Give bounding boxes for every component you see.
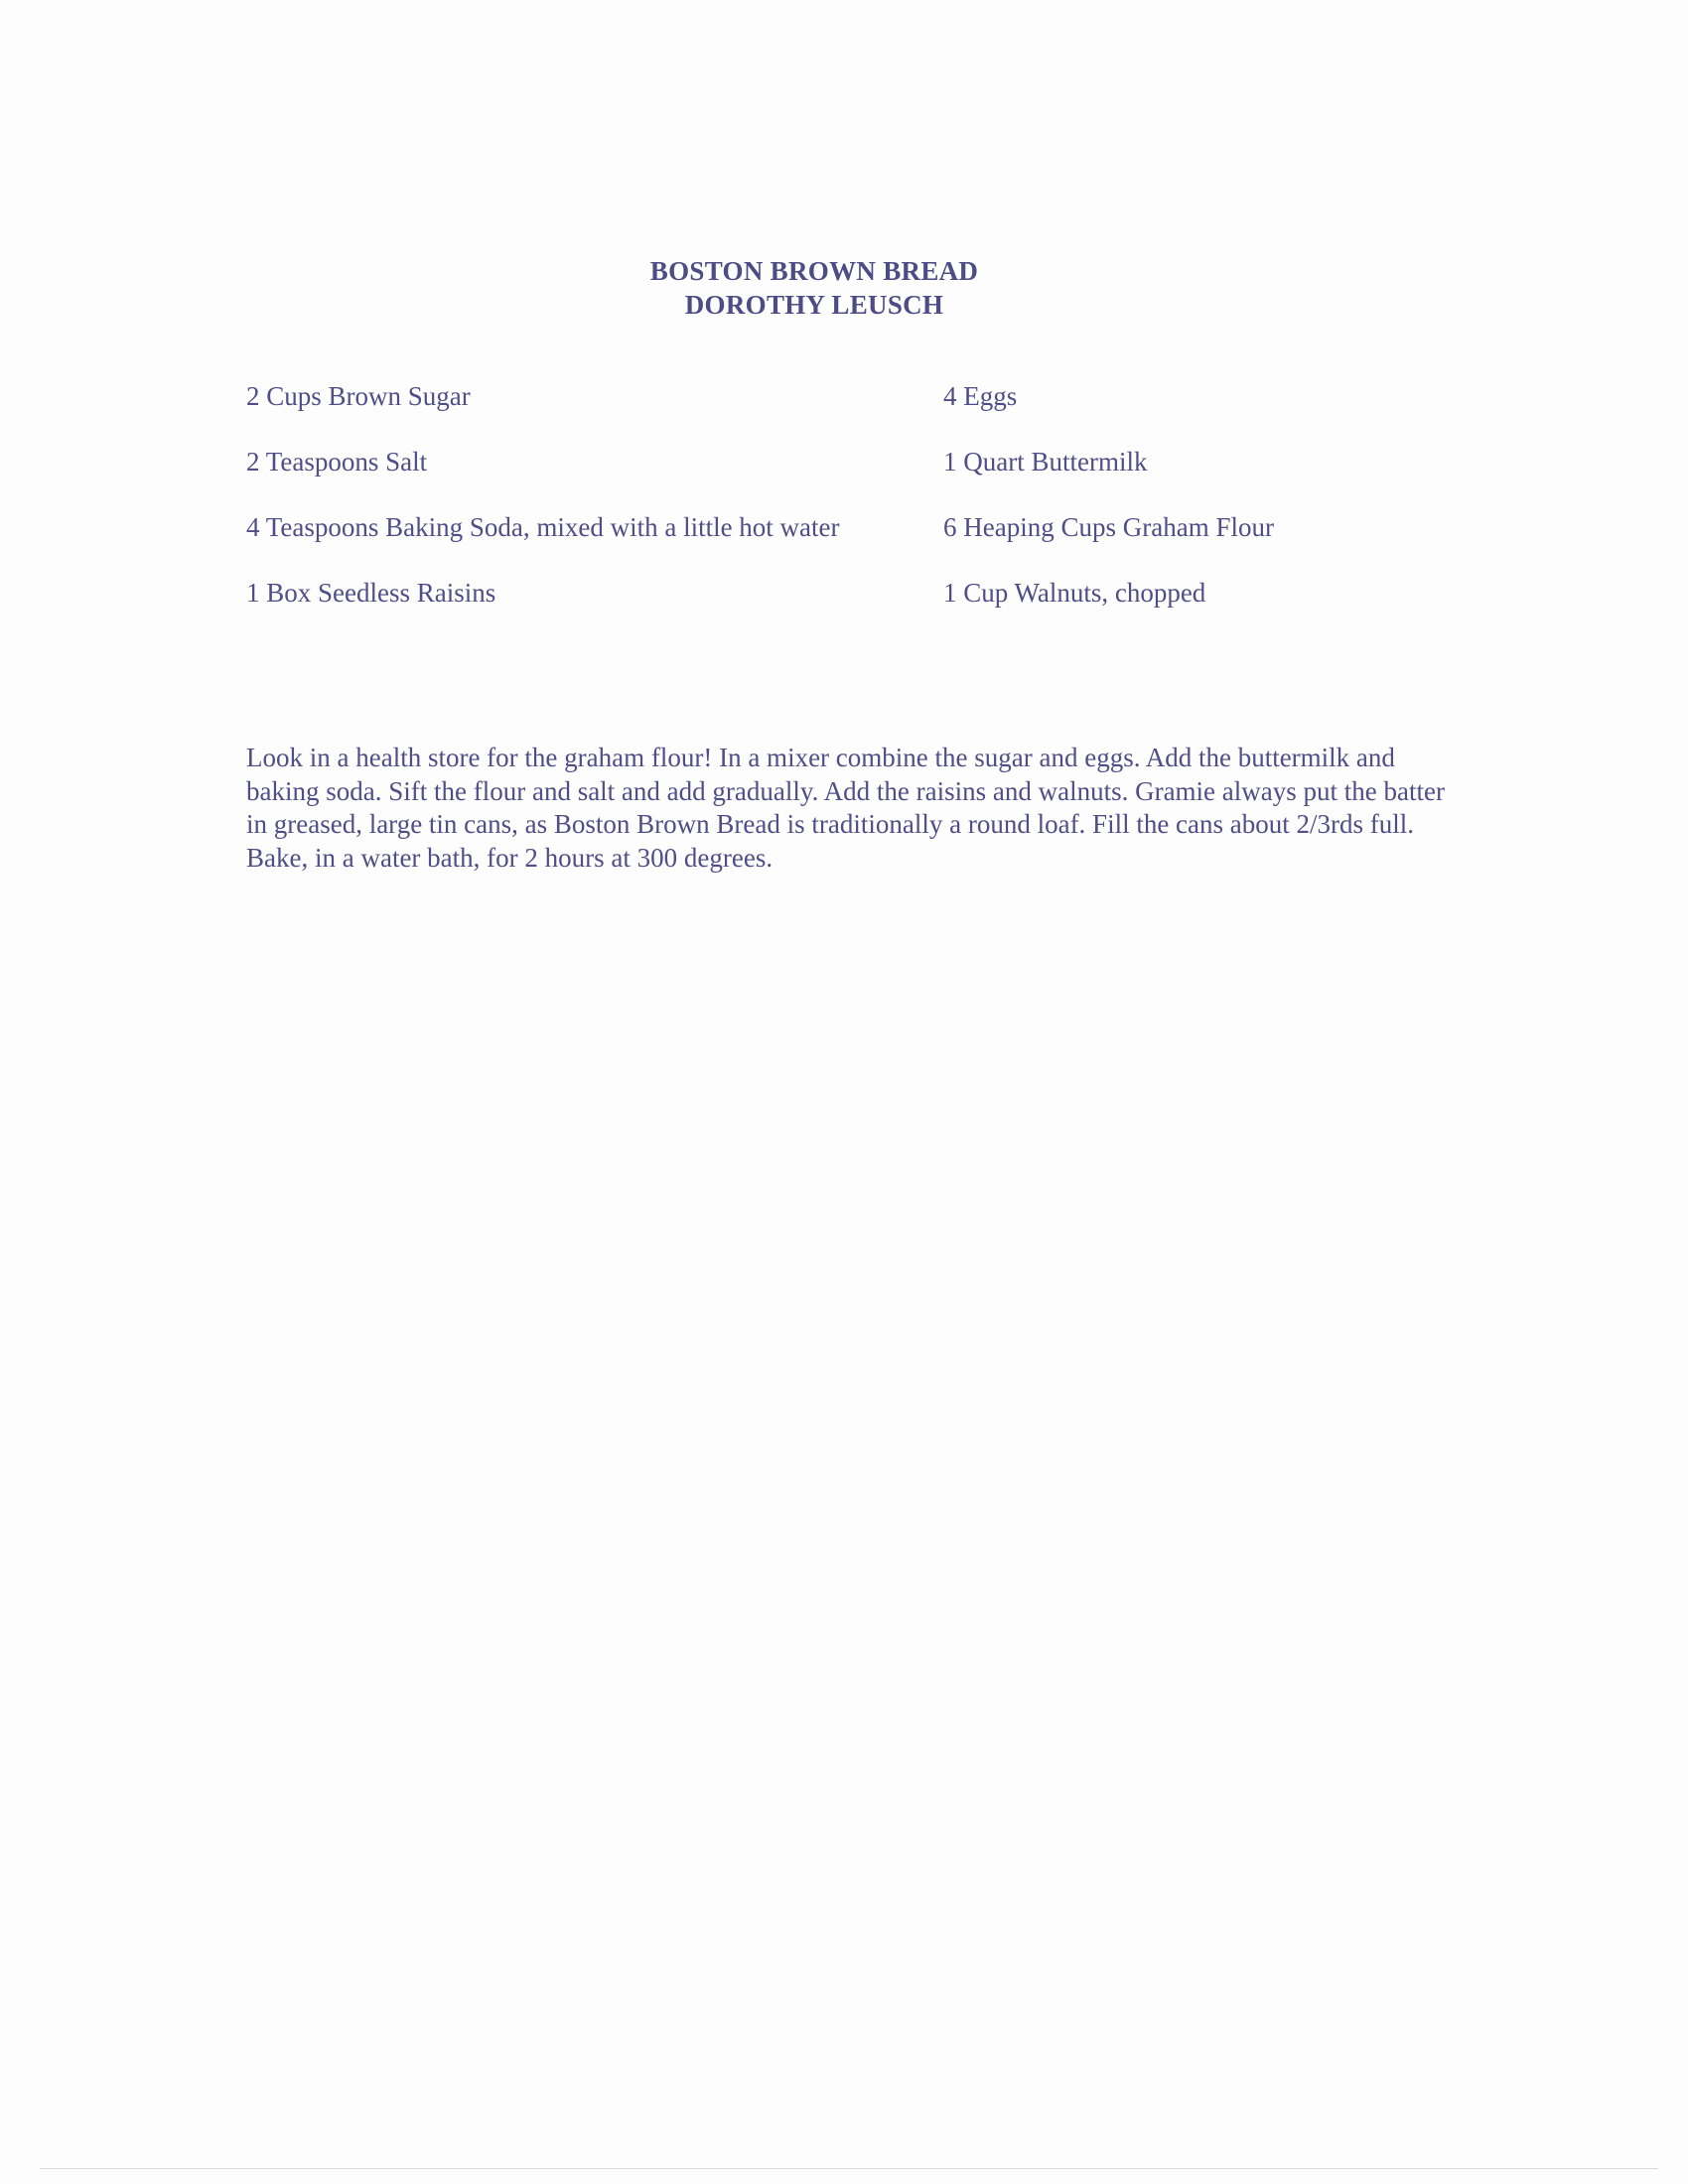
ingredient-item: 6 Heaping Cups Graham Flour — [943, 512, 1274, 542]
ingredient-item: 4 Teaspoons Baking Soda, mixed with a little hot water — [246, 512, 840, 542]
recipe-title: BOSTON BROWN BREAD — [649, 256, 979, 286]
ingredient-item: 1 Quart Buttermilk — [943, 447, 1148, 477]
ingredient-item: 4 Eggs — [943, 381, 1018, 411]
ingredient-item: 1 Box Seedless Raisins — [246, 578, 496, 608]
ingredient-row — [246, 578, 1438, 643]
ingredient-item: 2 Cups Brown Sugar — [246, 381, 471, 411]
scan-edge-line — [40, 2168, 1658, 2169]
title-block — [0, 254, 1628, 322]
ingredient-list — [246, 381, 1438, 643]
instructions-paragraph: Look in a health store for the graham flour! In a mixer combine the sugar and eggs. Add the buttermilk and baking soda. Sift the flour and salt and add gradually. Add the raisins and walnuts. Gramie always put the batter in greased, large tin cans, as Boston Brown Bread is traditionally a round loaf. Fill the cans about 2/3rds full. Bake, in a water bath, for 2 hours at 300 degrees. — [246, 743, 1445, 873]
ingredient-row — [246, 381, 1438, 447]
ingredient-row — [246, 512, 1438, 578]
recipe-author: DOROTHY LEUSCH — [684, 290, 944, 320]
ingredient-row — [246, 447, 1438, 512]
ingredient-item: 1 Cup Walnuts, chopped — [943, 578, 1206, 608]
ingredient-item: 2 Teaspoons Salt — [246, 447, 428, 477]
